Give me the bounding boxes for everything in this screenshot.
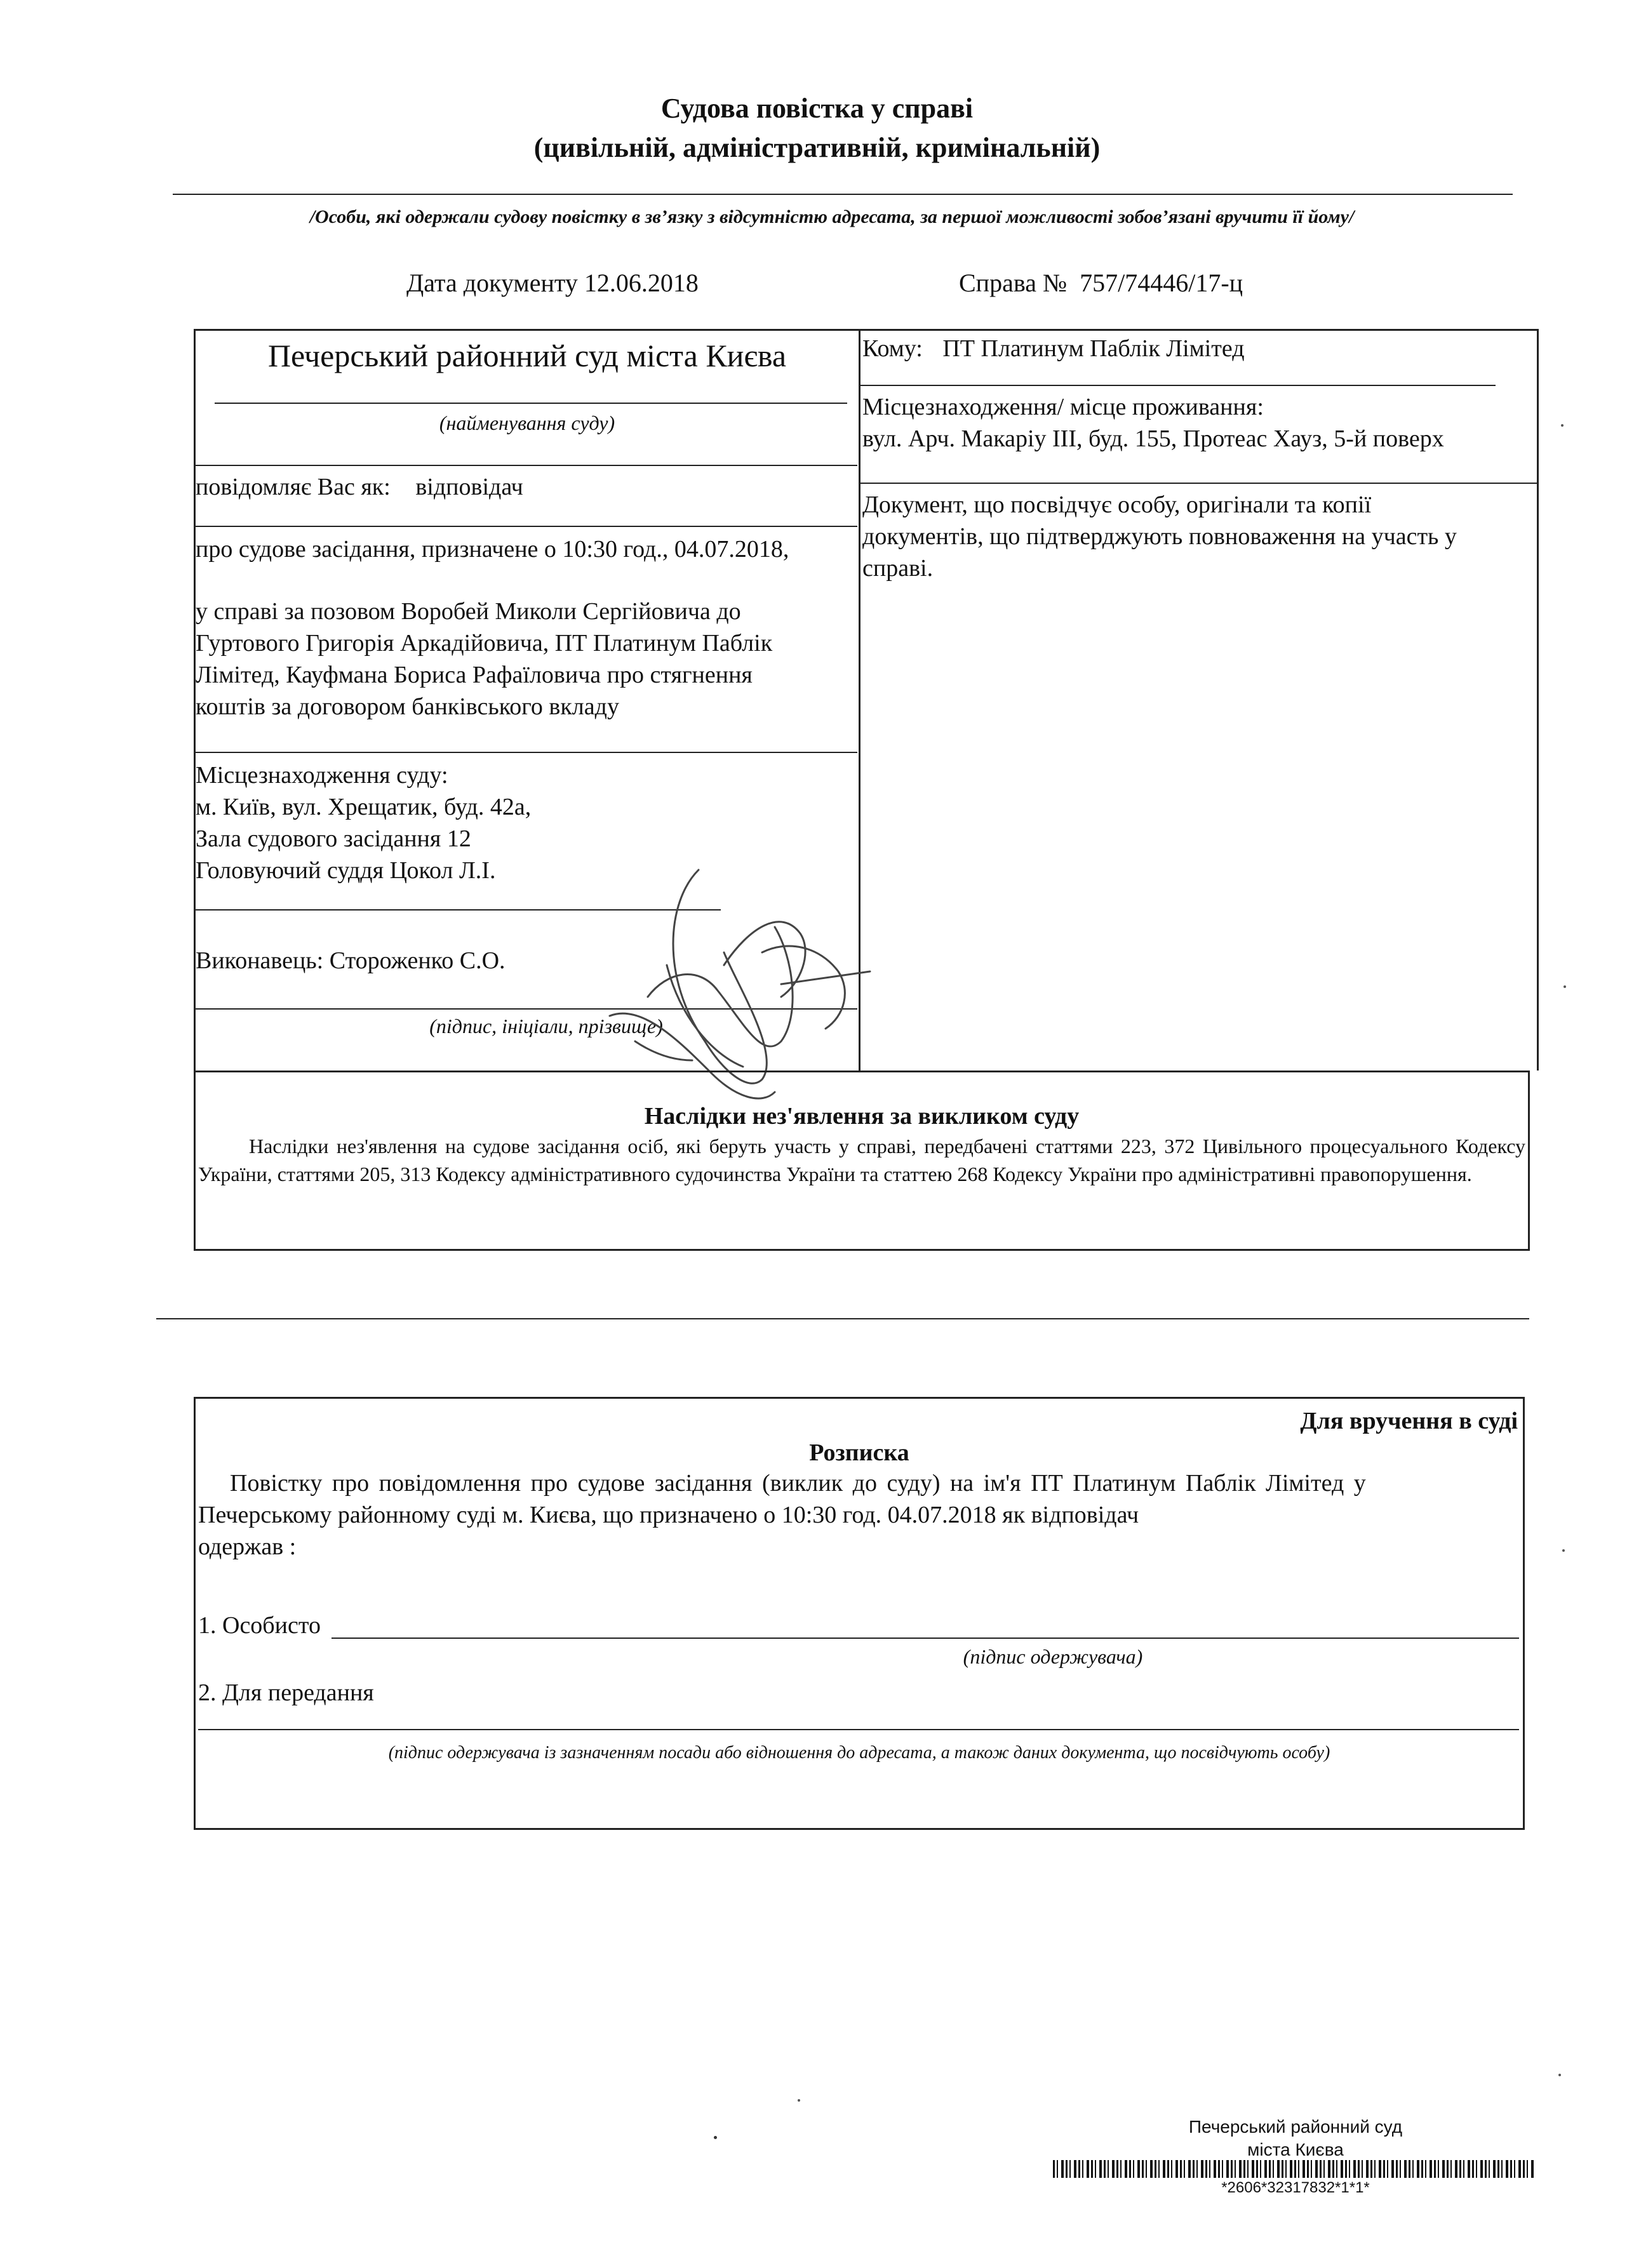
page-title bbox=[0, 89, 1634, 168]
receipt-text-line-1: Повістку про повідомлення про судове засідання (виклик до суду) на ім'я ПТ Платинум Паблік Лімітед у bbox=[230, 1470, 1366, 1497]
document-date bbox=[406, 267, 699, 300]
consequences-title: Наслідки нез'явлення за викликом суду bbox=[644, 1103, 1080, 1130]
documents-line-3: справі. bbox=[862, 555, 934, 582]
case-line-4: коштів за договором банківського вкладу bbox=[196, 693, 619, 720]
receipt-text-line-2: Печерському районному суді м. Києва, що призначено о 10:30 год. 04.07.2018 як відповідач bbox=[198, 1502, 1139, 1528]
personally-signature-line bbox=[331, 1638, 1519, 1639]
case-line-2: Гуртового Григорія Аркадійовича, ПТ Платинум Паблік bbox=[196, 630, 773, 657]
court-stamp bbox=[1143, 2116, 1448, 2161]
documents-line-2: документів, що підтверджують повноваження на участь у bbox=[862, 523, 1457, 550]
presiding-judge: Головуючий суддя Цокол Л.І. bbox=[196, 857, 496, 884]
consequences-text: Наслідки нез'явлення на судове засідання осіб, які беруть участь у справі, передбачені статтями 223, 372 Цивільного процесуального Кодексу України, статтями 205, 313 Кодексу адміністративного судочинства України та статтею 268 Кодексу України про адміністративні правопорушення. bbox=[198, 1135, 1525, 1185]
notify-role: відповідач bbox=[415, 474, 523, 500]
scan-speck bbox=[1564, 985, 1566, 988]
transfer-signature-line bbox=[198, 1729, 1519, 1730]
recipient-residence bbox=[862, 391, 1536, 455]
transfer-caption: (підпис одержувача із зазначенням посади або відношення до адресата, а також даних документа, що посвідчують особу) bbox=[388, 1743, 1330, 1763]
case-number-label: Справа № bbox=[959, 269, 1068, 297]
title-line-1: Судова повістка у справі bbox=[660, 93, 974, 124]
document-date-value: 12.06.2018 bbox=[584, 269, 699, 297]
documents-line-1: Документ, що посвідчує особу, оригінали та копії bbox=[862, 491, 1372, 518]
court-location-label: Місцезнаходження суду: bbox=[196, 762, 448, 789]
case-line-3: Лімітед, Кауфмана Бориса Рафаїловича про стягнення bbox=[196, 662, 753, 688]
barcode-text: *2606*32317832*1*1* bbox=[1221, 2179, 1370, 2196]
stamp-line-1: Печерський районний суд bbox=[1188, 2117, 1403, 2137]
personally-caption: (підпис одержувача) bbox=[963, 1645, 1143, 1668]
scan-speck bbox=[714, 2136, 717, 2139]
right-rule-2 bbox=[861, 483, 1537, 484]
main-box-right bbox=[1537, 329, 1539, 1071]
consequences-box bbox=[194, 1071, 1530, 1251]
executor: Виконавець: Стороженко С.О. bbox=[196, 947, 506, 974]
court-name-caption: (найменування суду) bbox=[439, 411, 615, 434]
receipt-for-court: Для вручення в суді bbox=[1300, 1408, 1518, 1434]
header-rule bbox=[173, 194, 1513, 195]
case-number-value: 757/74446/17-ц bbox=[1080, 269, 1243, 297]
scan-speck bbox=[1561, 424, 1564, 427]
notify-as bbox=[196, 471, 523, 503]
receipt-received: одержав : bbox=[198, 1533, 297, 1560]
recipient bbox=[862, 333, 1245, 364]
scan-speck bbox=[1562, 1549, 1565, 1552]
required-documents bbox=[862, 489, 1536, 584]
recipient-name: ПТ Платинум Паблік Лімітед bbox=[942, 335, 1245, 362]
left-rule-1 bbox=[194, 465, 857, 466]
residence-label: Місцезнаходження/ місце проживання: bbox=[862, 394, 1264, 420]
notify-label: повідомляє Вас як: bbox=[196, 474, 391, 500]
hearing-info: про судове засідання, призначене о 10:30 год., 04.07.2018, bbox=[196, 536, 789, 563]
case-line-1: у справі за позовом Воробей Миколи Сергійовича до bbox=[196, 598, 741, 625]
court-name-underline bbox=[215, 403, 847, 404]
left-rule-3 bbox=[194, 752, 857, 753]
scan-speck bbox=[1558, 2074, 1561, 2076]
case-description bbox=[196, 596, 856, 723]
right-rule-1 bbox=[861, 385, 1496, 386]
receipt-box bbox=[194, 1397, 1525, 1830]
title-line-2: (цивільній, адміністративній, кримінальній) bbox=[533, 132, 1101, 163]
court-location-address: м. Київ, вул. Хрещатик, буд. 42а, bbox=[196, 794, 532, 820]
signature-caption: (підпис, ініціали, прізвище) bbox=[429, 1015, 663, 1037]
cut-line bbox=[156, 1318, 1529, 1319]
stamp-line-2: міста Києва bbox=[1247, 2140, 1344, 2159]
receipt-text bbox=[198, 1467, 1519, 1563]
left-rule-2 bbox=[194, 526, 857, 527]
document-date-label: Дата документу bbox=[406, 269, 578, 297]
personally-label: 1. Особисто bbox=[198, 1612, 321, 1639]
case-number bbox=[959, 267, 1243, 300]
header-notice: /Особи, які одержали судову повістку в зв’язку з відсутністю адресата, за першої можливості зобов’язані вручити її йому/ bbox=[309, 206, 1355, 227]
court-name: Печерський районний суд міста Києва bbox=[267, 338, 787, 373]
main-box-top bbox=[194, 329, 1539, 331]
scan-speck bbox=[798, 2099, 800, 2102]
recipient-label: Кому: bbox=[862, 335, 923, 362]
residence-address: вул. Арч. Макаріу ІІІ, буд. 155, Протеас Хауз, 5-й поверх bbox=[862, 425, 1444, 452]
transfer-label: 2. Для передання bbox=[198, 1679, 374, 1706]
receipt-title: Розписка bbox=[809, 1439, 909, 1466]
court-hall: Зала судового засідання 12 bbox=[196, 825, 471, 852]
barcode bbox=[1053, 2160, 1536, 2178]
